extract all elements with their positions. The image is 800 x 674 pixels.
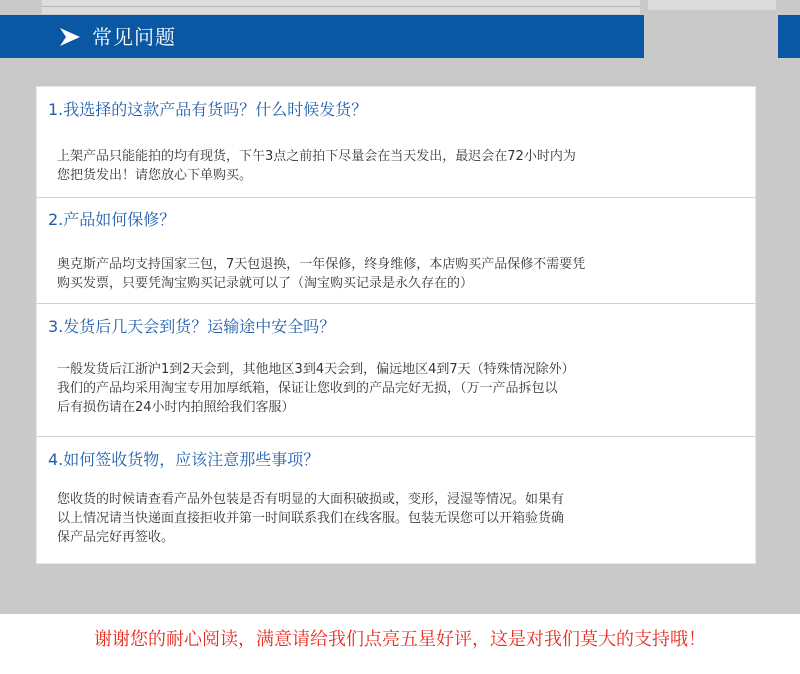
faq-answer: 您收货的时候请查看产品外包装是否有明显的大面积破损或，变形，浸湿等情况。如果有 以上情况请当快递面直接拒收并第一时间联系我们在线客服。包装无误您可以开箱验货确 保产品完好再签收。 bbox=[57, 492, 565, 545]
faq-question: 2.产品如何保修？ bbox=[48, 210, 176, 229]
top-decor-strip bbox=[42, 0, 640, 14]
faq-item-2 bbox=[37, 198, 755, 304]
faq-answer: 上架产品只能能拍的均有现货，下午3点之前拍下尽量会在当天发出，最迟会在72小时内为 您把货发出！请您放心下单购买。 bbox=[57, 149, 576, 183]
arrow-right-icon bbox=[60, 28, 80, 46]
section-title: 常见问题 bbox=[92, 25, 176, 49]
top-decor-strip-right bbox=[648, 0, 776, 10]
thanks-message: 谢谢您的耐心阅读，满意请给我们点亮五星好评，这是对我们莫大的支持哦！ bbox=[94, 629, 706, 650]
faq-list bbox=[36, 86, 756, 564]
faq-question: 1.我选择的这款产品有货吗？什么时候发货？ bbox=[48, 100, 368, 119]
faq-item-1 bbox=[37, 87, 755, 198]
section-header bbox=[0, 15, 644, 58]
faq-question: 3.发货后几天会到货？运输途中安全吗？ bbox=[48, 317, 336, 336]
faq-item-3 bbox=[37, 304, 755, 437]
faq-question: 4.如何签收货物，应该注意那些事项？ bbox=[48, 450, 320, 469]
faq-item-4 bbox=[37, 437, 755, 563]
faq-answer: 一般发货后江浙沪1到2天会到，其他地区3到4天会到，偏远地区4到7天（特殊情况除外） 我们的产品均采用淘宝专用加厚纸箱，保证让您收到的产品完好无损，（万一产品拆包以 后有损伤请在24小时内拍照给我们客服） bbox=[57, 362, 575, 415]
faq-answer: 奥克斯产品均支持国家三包，7天包退换，一年保修，终身维修，本店购买产品保修不需要凭 购买发票，只要凭淘宝购买记录就可以了（淘宝购买记录是永久存在的） bbox=[57, 257, 586, 291]
section-header-accent bbox=[778, 15, 800, 58]
